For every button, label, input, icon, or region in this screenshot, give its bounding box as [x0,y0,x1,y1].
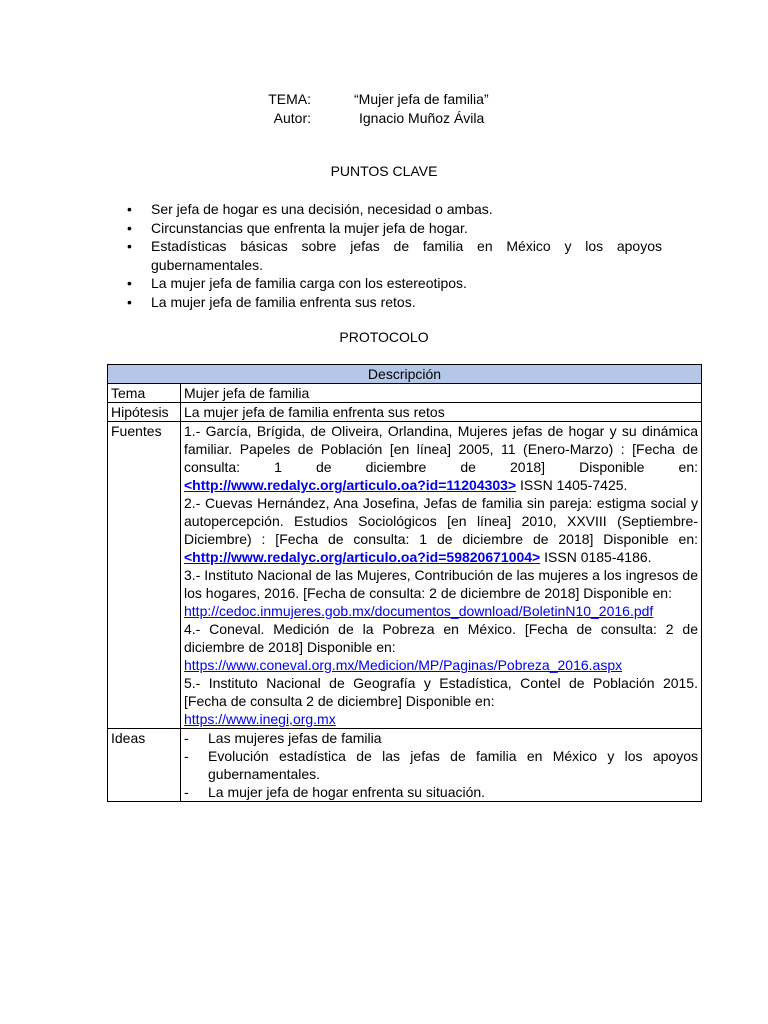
list-item: - Evolución estadística de las jefas de familia en México y los apoyos gubernamentales. [184,748,698,782]
table-row [108,422,702,729]
bullet-icon: • [127,293,132,310]
autor-value: Ignacio Muñoz Ávila [359,110,485,126]
row-value-fuentes [181,422,702,729]
row-value-ideas [181,729,702,802]
list-item: • La mujer jefa de familia carga con los estereotipos. [127,275,467,292]
fuente-3: 3.- Instituto Nacional de las Mujeres, Contribución de las mujeres a los ingresos de los hogares, 2016. [Fecha de consulta: 2 de diciembre de 2018] Disponible en: http://cedoc.inmujeres.gob.mx/documentos_download/BoletinN10_2016.pdf [184,567,698,619]
list-item: • Estadísticas básicas sobre jefas de familia en México y los apoyos gubernamentales. [127,238,662,273]
list-item: • Circunstancias que enfrenta la mujer jefa de hogar. [127,219,468,236]
list-item: • Ser jefa de hogar es una decisión, necesidad o ambas. [127,201,493,217]
autor-label: Autor: [273,110,311,126]
dash-marker: - [184,784,189,800]
table-row [108,384,702,403]
list-item: - La mujer jefa de hogar enfrenta su situación. [184,784,486,800]
fuente-2-link[interactable]: <http://www.redalyc.org/articulo.oa?id=59820671004> [184,549,541,565]
row-label-tema: Tema [108,384,181,403]
row-value-tema: Mujer jefa de familia [181,384,702,403]
table-header-descripcion: Descripción [108,365,702,384]
fuente-5-link[interactable]: https://www.inegi,org.mx [184,711,336,727]
table-row [108,729,702,802]
dash-marker: - [184,748,189,764]
puntos-clave-title: PUNTOS CLAVE [330,163,438,179]
fuente-3-link[interactable]: http://cedoc.inmujeres.gob.mx/documentos_download/BoletinN10_2016.pdf [184,603,654,619]
row-value-hipotesis: La mujer jefa de familia enfrenta sus retos [181,403,702,422]
dash-marker: - [184,730,189,746]
fuente-1: 1.- García, Brígida, de Oliveira, Orlandina, Mujeres jefas de hogar y su dinámica familiar. Papeles de Población [en línea] 2005, 11 (Enero-Marzo) : [Fecha de consulta: 1 de diciembre de 2018] Disponible en: <http://www.redalyc.org/articulo.oa?id=11204303> ISSN 1405-7425. [184,423,698,493]
bullet-icon: • [127,201,132,217]
table-row [108,403,702,422]
bullet-icon: • [127,275,132,292]
tema-row [0,91,768,110]
row-label-hipotesis: Hipótesis [108,403,181,422]
protocolo-title: PROTOCOLO [339,329,429,345]
fuente-4-link[interactable]: https://www.coneval.org.mx/Medicion/MP/Paginas/Pobreza_2016.aspx [184,657,623,673]
protocolo-table [107,364,702,802]
autor-row [0,110,768,129]
fuente-2: 2.- Cuevas Hernández, Ana Josefina, Jefas de familia sin pareja: estigma social y autopercepción. Estudios Sociológicos [en línea] 2010, XXVIII (Septiembre-Diciembre) : [Fecha de consulta: 1 de diciembre de 2018] Disponible en: <http://www.redalyc.org/articulo.oa?id=59820671004> ISSN 0185-4186. [184,495,698,565]
tema-label: TEMA: [268,91,311,107]
list-item: • La mujer jefa de familia enfrenta sus retos. [127,293,416,310]
row-label-fuentes: Fuentes [108,422,181,729]
fuente-1-link[interactable]: <http://www.redalyc.org/articulo.oa?id=11204303> [184,477,517,493]
bullet-icon: • [127,238,132,255]
fuente-4: 4.- Coneval. Medición de la Pobreza en México. [Fecha de consulta: 2 de diciembre de 2018] Disponible en: https://www.coneval.org.mx/Medicion/MP/Paginas/Pobreza_2016.aspx [184,621,698,673]
tema-value: “Mujer jefa de familia” [354,91,489,107]
fuente-5: 5.- Instituto Nacional de Geografía y Estadística, Contel de Población 2015. [Fecha de consulta 2 de diciembre] Disponible en: https://www.inegi,org.mx [184,675,698,727]
row-label-ideas: Ideas [108,729,181,802]
bullet-icon: • [127,219,132,236]
document-meta [0,91,768,129]
list-item: - Las mujeres jefas de familia [184,730,382,746]
puntos-clave-list [127,200,662,312]
table-header-row [108,365,702,384]
